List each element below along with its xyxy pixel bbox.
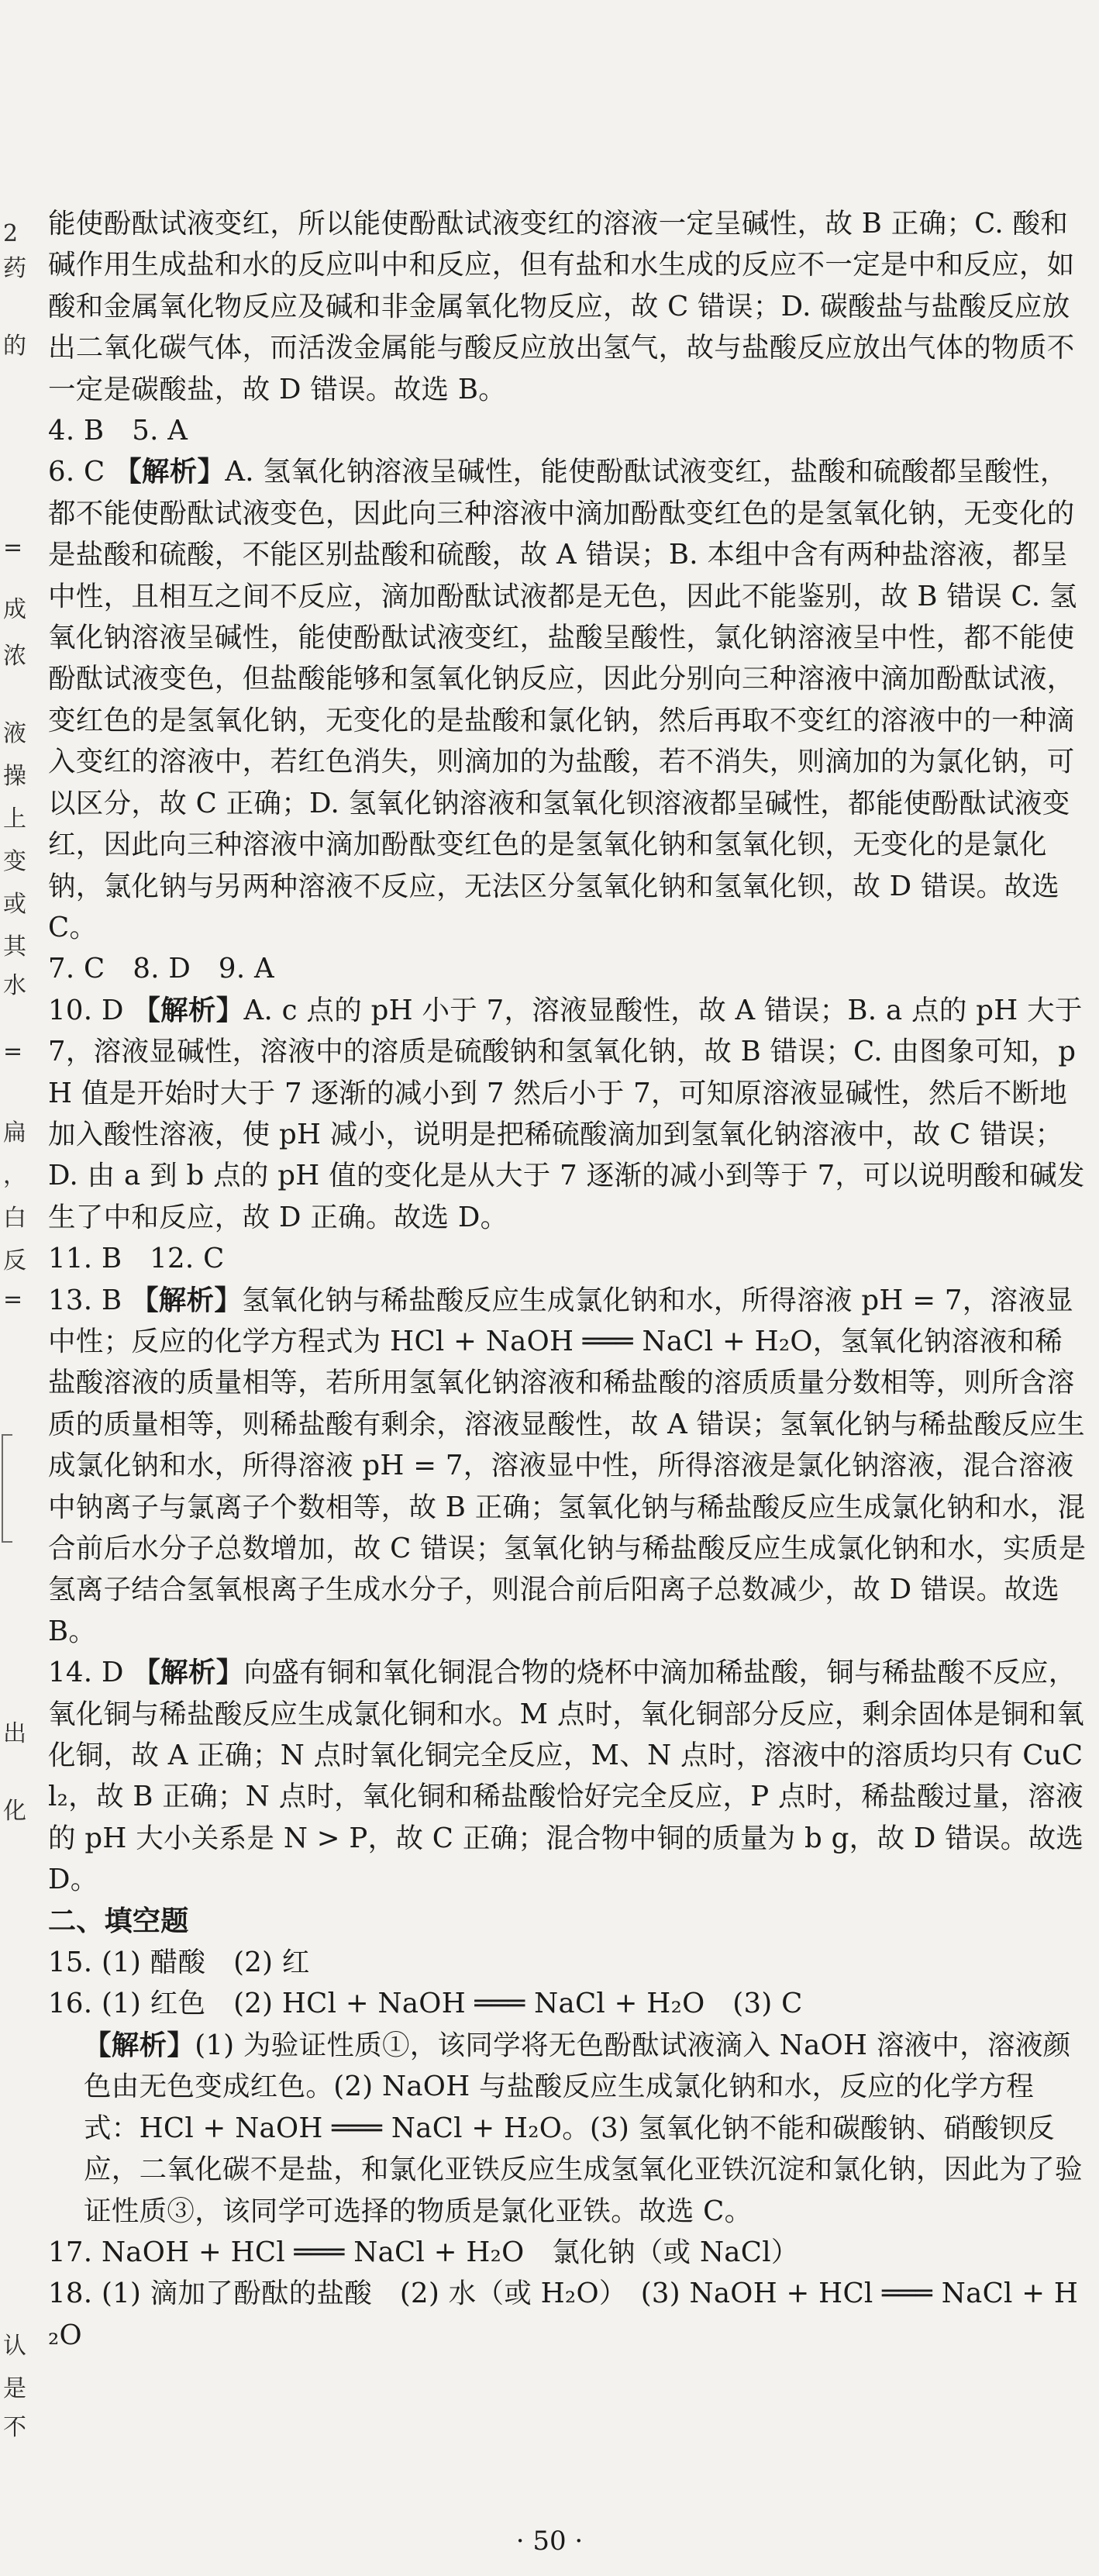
answer-continuation <box>48 203 1087 410</box>
answer-text: (1) 为验证性质①，该同学将无色酚酞试液滴入 NaOH 溶液中，溶液颜色由无色变成红色。(2) NaOH 与盐酸反应生成氯化钠和水，反应的化学方程式：HCl + NaOH ═══ NaCl + H₂O。(3) 氢氧化钠不能和碳酸钠、硝酸钡反应，二氧化碳不是盐，和氯化亚铁反应生成氢氧化亚铁沉淀和氯化钠，因此为了验证性质③，该同学可选择的物质是氯化亚铁。故选 C。 <box>84 2029 1083 2227</box>
answer-number: 14. D <box>48 1657 124 1689</box>
gutter-glyph: = <box>3 534 23 561</box>
answer-text: 氢氧化钠与稀盐酸反应生成氯化钠和水，所得溶液 pH = 7，溶液显中性；反应的化学方程式为 HCl + NaOH ═══ NaCl + H₂O，氢氧化钠溶液和稀盐酸溶液的质量相等，若所用氢氧化钠溶液和稀盐酸的溶质质量分数相等，则所含溶质的质量相等，则稀盐酸有剩余，溶液显酸性，故 A 错误；氢氧化钠与稀盐酸反应生成氯化钠和水，所得溶液 pH = 7，溶液显中性，所得溶液是氯化钠溶液，混合溶液中钠离子与氯离子个数相等，故 B 正确；氢氧化钠与稀盐酸反应生成氯化钠和水，混合前后水分子总数增加，故 C 错误；氢氧化钠与稀盐酸反应生成氯化钠和水，实质是氢离子结合氢氧根离子生成水分子，则混合前后阳离子总数减少，故 D 错误。故选 B。 <box>48 1284 1087 1647</box>
gutter-glyph: 不 <box>3 2414 26 2441</box>
answer-text: 15. (1) 醋酸 (2) 红 <box>48 1947 310 1979</box>
gutter-glyph: 的 <box>3 333 26 360</box>
answer-13 <box>48 1280 1087 1653</box>
answer-text: 17. NaOH + HCl ═══ NaCl + H₂O 氯化钠（或 NaCl） <box>48 2236 799 2268</box>
gutter-glyph: 2 <box>3 220 19 247</box>
answer-number: 13. B <box>48 1284 122 1316</box>
analysis-tag: 【解析】 <box>114 456 226 488</box>
answer-14 <box>48 1652 1087 1900</box>
gutter-glyph: 认 <box>3 2333 26 2360</box>
answer-18 <box>48 2273 1087 2356</box>
gutter-glyph: 出 <box>3 1720 26 1747</box>
gutter-glyph: 浓 <box>3 643 26 670</box>
analysis-tag: 【解析】 <box>133 994 244 1026</box>
gutter-glyph: = <box>3 1286 23 1313</box>
left-gutter <box>0 0 33 2576</box>
answer-number: 10. D <box>48 994 124 1026</box>
gutter-glyph: 成 <box>3 596 26 623</box>
gutter-glyph: 是 <box>3 2375 26 2402</box>
answer-text: 16. (1) 红色 (2) HCl + NaOH ═══ NaCl + H₂O (3) C <box>48 1988 803 2020</box>
answer-16-analysis <box>48 2025 1087 2232</box>
gutter-glyph: 反 <box>3 1247 26 1274</box>
gutter-glyph: 其 <box>3 933 26 960</box>
gutter-rule <box>2 1434 3 1543</box>
answer-text: 向盛有铜和氧化铜混合物的烧杯中滴加稀盐酸，铜与稀盐酸不反应，氧化铜与稀盐酸反应生成氯化铜和水。M 点时，氧化铜部分反应，剩余固体是铜和氧化铜，故 A 正确；N 点时氧化铜完全反应，M、N 点时，溶液中的溶质均只有 CuCl₂，故 B 正确；N 点时，氧化铜和稀盐酸恰好完全反应，P 点时，稀盐酸过量，溶液的 pH 大小关系是 N > P，故 C 正确；混合物中铜的质量为 b g，故 D 错误。故选 D。 <box>48 1657 1085 1896</box>
answer-content <box>48 203 1087 2356</box>
gutter-glyph: = <box>3 1038 23 1065</box>
answer-7-9 <box>48 948 1087 989</box>
gutter-glyph: 白 <box>3 1205 26 1232</box>
gutter-glyph: 药 <box>3 255 26 282</box>
answer-16 <box>48 1983 1087 2024</box>
gutter-glyph: 变 <box>3 848 26 875</box>
gutter-glyph: 扁 <box>3 1119 26 1147</box>
section-heading: 二、填空题 <box>48 1905 189 1937</box>
gutter-glyph: 液 <box>3 720 26 747</box>
answer-15 <box>48 1942 1087 1983</box>
gutter-glyph: 或 <box>3 891 26 918</box>
answer-number: 6. C <box>48 456 105 488</box>
gutter-rule <box>2 1434 12 1436</box>
gutter-glyph: 操 <box>3 763 26 790</box>
analysis-tag: 【解析】 <box>84 2029 195 2061</box>
answer-10 <box>48 990 1087 1238</box>
answer-text: A. 氢氧化钠溶液呈碱性，能使酚酞试液变红，盐酸和硫酸都呈酸性，都不能使酚酞试液变色，因此向三种溶液中滴加酚酞变红色的是氢氧化钠，无变化的是盐酸和硫酸，不能区别盐酸和硫酸，故 A 错误；B. 本组中含有两种盐溶液，都呈中性，且相互之间不反应，滴加酚酞试液都是无色，因此不能鉴别，故 B 错误 C. 氢氧化钠溶液呈碱性，能使酚酞试液变红，盐酸呈酸性，氯化钠溶液呈中性，都不能使酚酞试液变色，但盐酸能够和氢氧化钠反应，因此分别向三种溶液中滴加酚酞试液，变红色的是氢氧化钠，无变化的是盐酸和氯化钠，然后再取不变红的溶液中的一种滴入变红的溶液中，若红色消失，则滴加的为盐酸，若不消失，则滴加的为氯化钠，可以区分，故 C 正确；D. 氢氧化钠溶液和氢氧化钡溶液都呈碱性，都能使酚酞试液变红，因此向三种溶液中滴加酚酞变红色的是氢氧化钠和氢氧化钡，无变化的是氯化钠，氯化钠与另两种溶液不反应，无法区分氢氧化钠和氢氧化钡，故 D 错误。故选 C。 <box>48 456 1077 943</box>
answer-text: 18. (1) 滴加了酚酞的盐酸 (2) 水（或 H₂O） (3) NaOH + HCl ═══ NaCl + H₂O <box>48 2278 1079 2351</box>
answer-6 <box>48 451 1087 948</box>
answer-text: 4. B 5. A <box>48 415 188 447</box>
analysis-tag: 【解析】 <box>130 1284 243 1316</box>
gutter-glyph: 化 <box>3 1798 26 1825</box>
gutter-glyph: 水 <box>3 972 26 999</box>
answer-11-12 <box>48 1238 1087 1279</box>
answer-text: 11. B 12. C <box>48 1243 225 1275</box>
answer-text: A. c 点的 pH 小于 7，溶液显酸性，故 A 错误；B. a 点的 pH 大于 7，溶液显碱性，溶液中的溶质是硫酸钠和氢氧化钠，故 B 错误；C. 由图象可知，pH 值是开始时大于 7 逐渐的减小到 7 然后小于 7，可知原溶液显碱性，然后不断地加入酸性溶液，使 pH 减小，说明是把稀硫酸滴加到氢氧化钠溶液中，故 C 错误；D. 由 a 到 b 点的 pH 值的变化是从大于 7 逐渐的减小到等于 7，可以说明酸和碱发生了中和反应，故 D 正确。故选 D。 <box>48 994 1085 1233</box>
answer-text: 7. C 8. D 9. A <box>48 953 274 985</box>
answer-17 <box>48 2232 1087 2273</box>
gutter-rule <box>2 1541 12 1543</box>
answer-text: 能使酚酞试液变红，所以能使酚酞试液变红的溶液一定呈碱性，故 B 正确；C. 酸和碱作用生成盐和水的反应叫中和反应，但有盐和水生成的反应不一定是中和反应，如酸和金属氧化物反应及碱和非金属氧化物反应，故 C 错误；D. 碳酸盐与盐酸反应放出二氧化碳气体，而活泼金属能与酸反应放出氢气，故与盐酸反应放出气体的物质不一定是碳酸盐，故 D 错误。故选 B。 <box>48 208 1075 405</box>
answer-4-5 <box>48 410 1087 451</box>
gutter-glyph: ， <box>3 1162 26 1189</box>
gutter-glyph: 上 <box>3 805 26 833</box>
page-number: · 50 · <box>515 2526 584 2557</box>
analysis-tag: 【解析】 <box>133 1657 244 1689</box>
